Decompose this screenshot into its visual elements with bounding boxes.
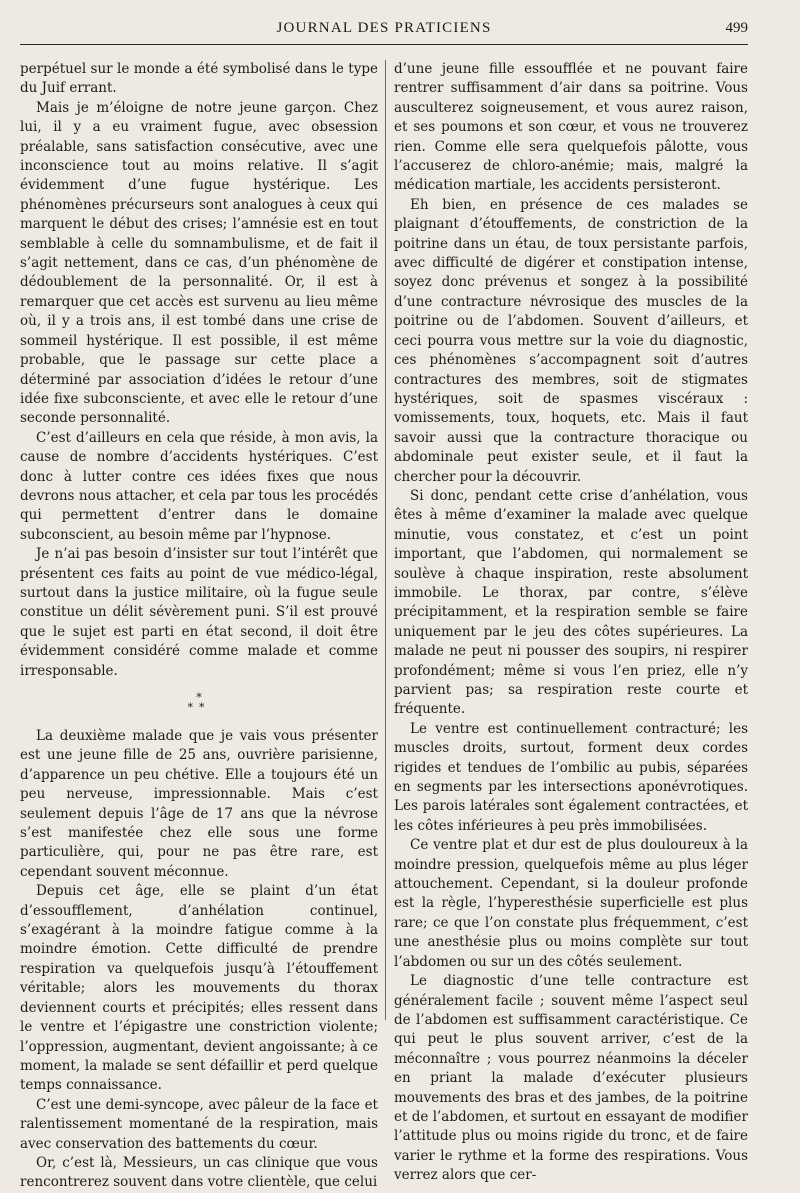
paragraph: d’une jeune fille essoufflée et ne pouvant faire rentrer suffisamment d’air dans sa poitrine. Vous ausculterez soigneusement, et vous aurez raison, et ses poumons et son cœur, et vous ne trouverez rien. Comme elle sera quelquefois pâlotte, vous l’accuserez de chloro-anémie; mais, malgré la médication martiale, les accidents persisteront.: [394, 61, 748, 194]
paragraph: C’est une demi-syncope, avec pâleur de la face et ralentissement momentané de la respiration, mais avec conservation des battements du cœur.: [20, 1096, 378, 1152]
paragraph: Ce ventre plat et dur est de plus douloureux à la moindre pression, quelquefois même au plus léger attouchement. Cependant, si la douleur profonde est la règle, l’hyperesthésie superficielle est plus rare; ce que l’on constate plus fréquemment, c’est une anesthésie plus ou moins complète sur tout l’abdomen ou sur un des côtés seulement.: [394, 837, 748, 970]
paragraph: C’est d’ailleurs en cela que réside, à mon avis, la cause de nombre d’accidents hystériques. C’est donc à lutter contre ces idées fixes que nous devrons nous attacher, et cela par tous les procédés qui permettent d’entrer dans le domaine subconscient, au besoin même par l’hypnose.: [20, 429, 378, 543]
separator-bottom-stars: **: [187, 701, 211, 714]
paragraph: Le ventre est continuellement contracturé; les muscles droits, surtout, forment deux cordes rigides et tendues de l’ombilic au pubis, séparées en segments par les intersections aponévrotiques. Les parois latérales sont également contractées, et les côtes inférieures à peu près immobilisées.: [394, 720, 748, 834]
paragraph: Eh bien, en présence de ces malades se plaignant d’étouffements, de constriction de la poitrine dans un étau, de toux persistante parfois, avec difficulté de digérer et constipation intense, soyez donc prévenus et songez à la possibilité d’une contracture névrosique des muscles de la poitrine ou de l’abdomen. Souvent d’ailleurs, et ceci pourra vous mettre sur la voie du diagnostic, ces phénomènes s’accompagnent soit d’autres contractures des membres, soit de stigmates hystériques, soit de spasmes viscéraux : vomissements, toux, hoquets, etc. Mais il faut savoir aussi que la contracture thoracique ou abdominale peut exister seule, et il faut la chercher pour la découvrir.: [394, 196, 748, 485]
paragraph: Mais je m’éloigne de notre jeune garçon. Chez lui, il y a eu vraiment fugue, avec obsession préalable, sans satisfaction consécutive, avec une inconscience tout au moins relative. Il s’agit évidemment d’une fugue hystérique. Les phénomènes précurseurs sont analogues à ceux qui marquent le début des crises; l’amnésie est en tout semblable à celle du somnambulisme, et de fait il s’agit nettement, dans ce cas, d’un phénomène de dédoublement de la personnalité. Or, il est à remarquer que cet accès est survenu au lieu même où, il y a trois ans, il est tombé dans une crise de sommeil hystérique. Il est possible, il est même probable, que le passage sur cette place a déterminé par association d’idées le retour d’une idée fixe subconsciente, et avec elle le retour d’une seconde personnalité.: [20, 99, 378, 427]
left-column: [20, 60, 378, 1191]
paragraph: Or, c’est là, Messieurs, un cas clinique que vous rencontrerez souvent dans votre clientèle, que celui: [20, 1154, 378, 1191]
journal-title: JOURNAL DES PRATICIENS: [276, 20, 492, 36]
separator-top-star: *: [196, 691, 202, 704]
paragraph: Depuis cet âge, elle se plaint d’un état d’essoufflement, d’anhélation continuel, s’exagérant à la moindre fatigue comme à la moindre émotion. Cette difficulté de prendre respiration va quelquefois jusqu’à l’étouffement véritable; alors les mouvements du thorax deviennent courts et précipités; elles ressent dans le ventre et l’épigastre une constriction violente; l’oppression, augmentant, devient angoissante; à ce moment, la malade se sent défaillir et perd quelque temps connaissance.: [20, 883, 378, 1094]
paragraph: Je n’ai pas besoin d’insister sur tout l’intérêt que présentent ces faits au point de vue médico-légal, surtout dans la justice militaire, où la fugue seule constitue un délit sévèrement puni. S’il est prouvé que le sujet est parti en état second, il doit être évidemment considéré comme malade et comme irresponsable.: [20, 546, 378, 679]
paragraph: perpétuel sur le monde a été symbolisé dans le type du Juif errant.: [20, 61, 378, 97]
section-separator: [20, 693, 378, 713]
running-header: [20, 20, 748, 42]
column-divider: [385, 60, 386, 1020]
right-column: [394, 60, 748, 1184]
paragraph: Le diagnostic d’une telle contracture est généralement facile ; souvent même l’aspect seul de l’abdomen est suffisamment caractéristique. Ce qui peut le plus souvent arriver, c’est de la méconnaître ; vous pourrez néanmoins la déceler en priant la malade d’exécuter plusieurs mouvements des bras et des jambes, de la poitrine et de l’abdomen, et surtout en essayant de modifier l’attitude plus ou moins rigide du tronc, et de faire varier le rythme et la forme des respirations. Vous verrez alors que cer-: [394, 973, 748, 1184]
paragraph: La deuxième malade que je vais vous présenter est une jeune fille de 25 ans, ouvrière parisienne, d’apparence un peu chétive. Elle a toujours été un peu nerveuse, impressionnable. Mais c’est seulement depuis l’âge de 17 ans que la névrose s’est manifestée chez elle sous une forme particulière, qui, pour ne pas être rare, est cependant souvent méconnue.: [20, 728, 378, 880]
page-number: 499: [725, 20, 748, 36]
header-rule: [20, 44, 748, 45]
paragraph: Si donc, pendant cette crise d’anhélation, vous êtes à même d’examiner la malade avec quelque minutie, vous constatez, et c’est un point important, que l’abdomen, qui normalement se soulève à chaque inspiration, reste absolument immobile. Le thorax, par contre, s’élève précipitamment, et la respiration semble se faire uniquement par le jeu des côtes supérieures. La malade ne peut ni pousser des soupirs, ni respirer profondément; même si vous l’en priez, elle n’y parvient pas; sa respiration reste courte et fréquente.: [394, 487, 748, 718]
